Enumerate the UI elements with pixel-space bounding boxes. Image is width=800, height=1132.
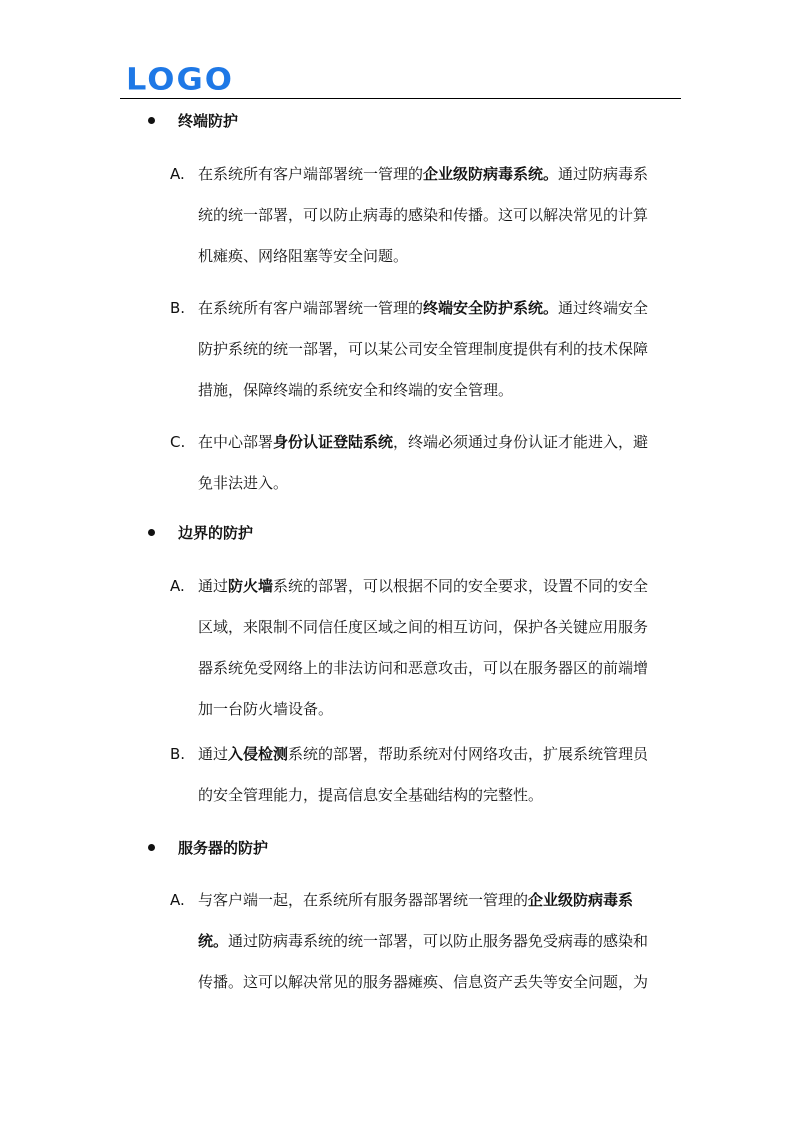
- text: ，终端必须通过身份认证才能进入，避: [393, 433, 649, 451]
- section-title: 终端防护: [178, 112, 239, 130]
- text: 系统的部署，帮助系统对付网络攻击，扩展系统管理员: [288, 745, 649, 763]
- bold-text: 防火墙: [228, 577, 274, 595]
- bullet-icon: [148, 529, 155, 536]
- header-divider: [120, 98, 681, 99]
- item-line: [198, 688, 333, 730]
- text: 免非法进入。: [198, 474, 289, 492]
- bullet-icon: [148, 844, 155, 851]
- text: 防护系统的统一部署，可以某公司安全管理制度提供有利的技术保障: [198, 340, 649, 358]
- bold-text: 入侵检测: [228, 745, 289, 763]
- item-line: [198, 328, 648, 370]
- item-line: [198, 462, 288, 504]
- section-boundary-protection: [148, 519, 688, 547]
- item-line: [198, 235, 408, 277]
- item-letter: C.: [170, 433, 186, 451]
- text: 措施，保障终端的系统安全和终端的安全管理。: [198, 381, 514, 399]
- text: 通过终端安全: [558, 299, 649, 317]
- item-line: [198, 647, 648, 689]
- item-line: [198, 421, 648, 463]
- section-title: 边界的防护: [178, 524, 254, 542]
- text: 通过: [198, 577, 229, 595]
- bold-text: 企业级防病毒系统。: [423, 165, 559, 183]
- item-line: [198, 194, 648, 236]
- text: 通过防病毒系: [558, 165, 649, 183]
- text: 的安全管理能力，提高信息安全基础结构的完整性。: [198, 786, 544, 804]
- section-title: 服务器的防护: [178, 839, 269, 857]
- item-line: [198, 920, 648, 962]
- text: 器系统免受网络上的非法访问和恶意攻击，可以在服务器区的前端增: [198, 659, 649, 677]
- item-line: [198, 961, 648, 1003]
- section-heading: [148, 519, 688, 547]
- text: 在中心部署: [198, 433, 274, 451]
- item-line: [198, 287, 648, 329]
- item-line: [198, 774, 543, 816]
- item-line: [198, 369, 513, 411]
- section-endpoint-protection: [148, 107, 688, 135]
- text: 区域，来限制不同信任度区域之间的相互访问，保护各关键应用服务: [198, 618, 649, 636]
- item-letter: B.: [170, 299, 186, 317]
- bold-text: 终端安全防护系统。: [423, 299, 559, 317]
- bold-text: 身份认证登陆系统: [273, 433, 394, 451]
- section-heading: [148, 834, 688, 862]
- bullet-icon: [148, 117, 155, 124]
- item-line: [198, 565, 648, 607]
- item-letter: B.: [170, 745, 186, 763]
- text: 加一台防火墙设备。: [198, 700, 334, 718]
- text: 机瘫痪、网络阻塞等安全问题。: [198, 247, 409, 265]
- text: 传播。这可以解决常见的服务器瘫痪、信息资产丢失等安全问题，为: [198, 973, 649, 991]
- section-heading: [148, 107, 688, 135]
- item-line: [198, 153, 648, 195]
- logo: LOGO: [126, 60, 234, 98]
- item-letter: A.: [170, 891, 185, 909]
- bold-text: 统。: [198, 932, 229, 950]
- item-letter: A.: [170, 165, 185, 183]
- text: 通过防病毒系统的统一部署，可以防止服务器免受病毒的感染和: [228, 932, 649, 950]
- item-line: [198, 879, 633, 921]
- item-letter: A.: [170, 577, 185, 595]
- section-server-protection: [148, 834, 688, 862]
- text: 在系统所有客户端部署统一管理的: [198, 165, 424, 183]
- text: 系统的部署，可以根据不同的安全要求，设置不同的安全: [273, 577, 649, 595]
- item-line: [198, 733, 648, 775]
- text: 统的统一部署，可以防止病毒的感染和传播。这可以解决常见的计算: [198, 206, 649, 224]
- text: 与客户端一起，在系统所有服务器部署统一管理的: [198, 891, 529, 909]
- text: 在系统所有客户端部署统一管理的: [198, 299, 424, 317]
- item-line: [198, 606, 648, 648]
- bold-text: 企业级防病毒系: [528, 891, 634, 909]
- text: 通过: [198, 745, 229, 763]
